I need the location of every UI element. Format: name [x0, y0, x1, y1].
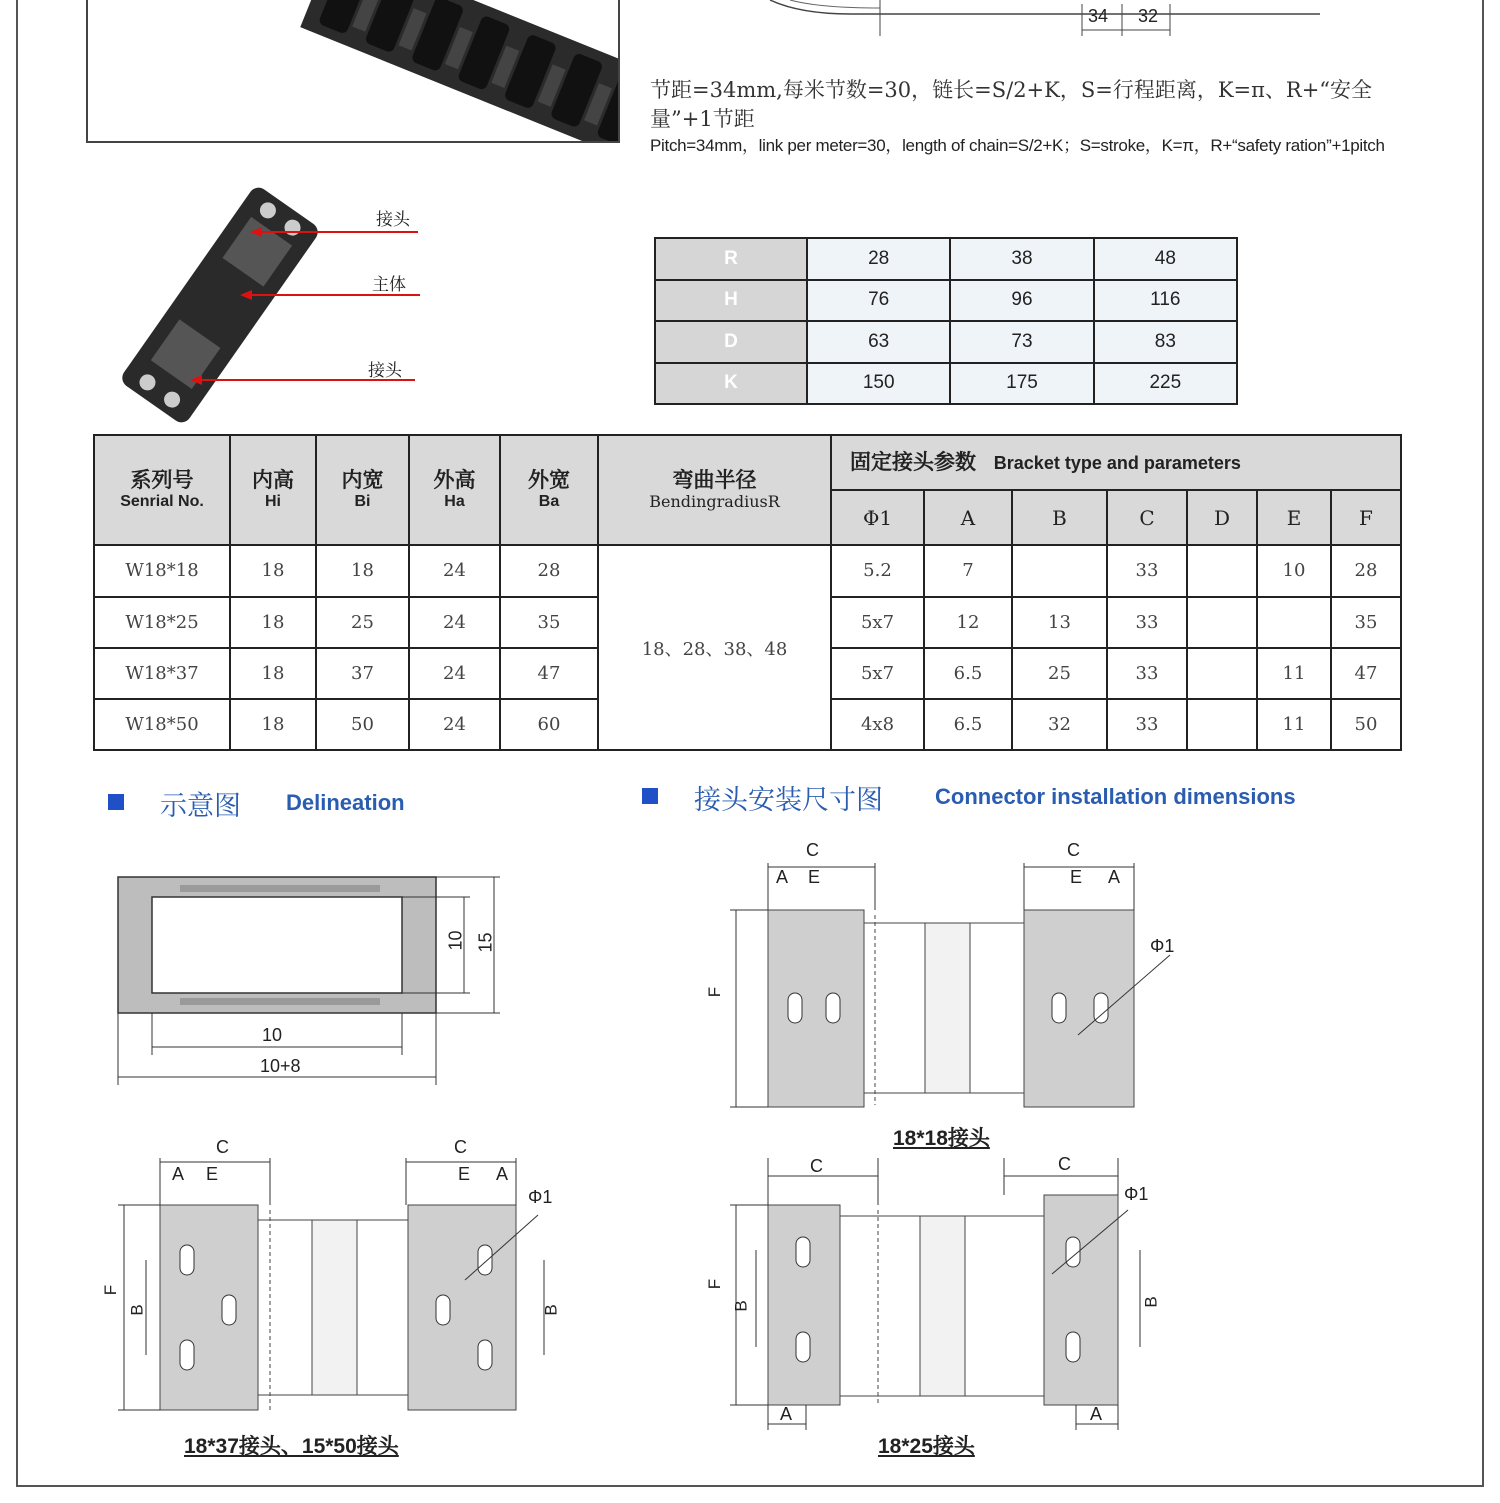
col-e: E — [1257, 490, 1331, 545]
connector-18x18-drawing — [700, 855, 1200, 1115]
dim-c-left: C — [806, 840, 819, 860]
cell-d — [1187, 648, 1257, 699]
cell-a: 12 — [924, 597, 1012, 648]
dim-a-right: A — [1108, 867, 1121, 887]
dim-inner-height: 10 — [445, 930, 466, 951]
cell-f: 47 — [1331, 648, 1401, 699]
cell-e: 10 — [1257, 545, 1331, 596]
cell-c: 33 — [1107, 648, 1187, 699]
dim-a-right: A — [496, 1164, 509, 1184]
dim-a-left: A — [780, 1404, 793, 1424]
table-cell: 83 — [1094, 321, 1237, 363]
table-cell: 225 — [1094, 363, 1237, 405]
cell-b — [1012, 545, 1107, 596]
dim-phi1: Φ1 — [1124, 1184, 1149, 1204]
cell-ba: 35 — [500, 597, 598, 648]
table-row — [655, 238, 1237, 280]
bend-dimension-drawing — [760, 0, 1320, 40]
dim-a-left: A — [172, 1164, 185, 1184]
col-b: B — [1012, 490, 1107, 545]
dim-32: 32 — [1138, 6, 1159, 26]
dim-e-left: E — [206, 1164, 219, 1184]
dim-a-right: A — [1090, 1404, 1103, 1424]
chain-photo-image — [88, 0, 618, 141]
section-delineation-en: Delineation — [286, 790, 405, 815]
dim-b-right: B — [1141, 1296, 1161, 1308]
part-label-top: 接头 — [376, 210, 410, 230]
cell-ba: 47 — [500, 648, 598, 699]
dim-c-right: C — [1058, 1154, 1071, 1174]
section-delineation-cn: 示意图 — [160, 791, 241, 822]
cell-a: 6.5 — [924, 648, 1012, 699]
cell-ba: 60 — [500, 699, 598, 750]
col-hi: 内高 Hi — [230, 435, 316, 545]
col-series: 系列号 Senrial No. — [94, 435, 230, 545]
cell-hi: 18 — [230, 699, 316, 750]
label-18x25: 18*25接头 — [878, 1435, 975, 1458]
cell-ha: 24 — [409, 597, 500, 648]
dim-b-left: B — [731, 1300, 751, 1312]
spec-table — [93, 434, 1402, 751]
chain-photo — [86, 0, 620, 143]
cell-bi: 18 — [316, 545, 409, 596]
label-18x18: 18*18接头 — [893, 1127, 990, 1150]
radius-table — [654, 237, 1238, 405]
label-18x37: 18*37接头、15*50接头 — [184, 1435, 399, 1458]
row-key: K — [655, 363, 807, 405]
cell-hi: 18 — [230, 648, 316, 699]
cell-ba: 28 — [500, 545, 598, 596]
col-ba: 外宽 Ba — [500, 435, 598, 545]
part-label-bottom: 接头 — [368, 361, 402, 381]
table-header-row — [94, 435, 1401, 490]
cell-bi: 37 — [316, 648, 409, 699]
row-key: D — [655, 321, 807, 363]
cell-phi1: 5x7 — [831, 648, 924, 699]
cell-series: W18*37 — [94, 648, 230, 699]
col-phi1: Φ1 — [831, 490, 924, 545]
col-radius: 弯曲半径 BendingradiusR — [598, 435, 831, 545]
cell-c: 33 — [1107, 545, 1187, 596]
dim-34: 34 — [1088, 6, 1109, 26]
col-bi: 内宽 Bi — [316, 435, 409, 545]
dim-inner-width: 10 — [262, 1025, 283, 1045]
cell-ha: 24 — [409, 545, 500, 596]
bullet-square-icon — [642, 788, 658, 804]
cell-e — [1257, 597, 1331, 648]
row-key: H — [655, 280, 807, 322]
col-d: D — [1187, 490, 1257, 545]
table-cell: 28 — [807, 238, 950, 280]
dim-e-right: E — [1070, 867, 1083, 887]
cell-hi: 18 — [230, 545, 316, 596]
cell-b: 13 — [1012, 597, 1107, 648]
connector-18x25-drawing — [700, 1150, 1170, 1430]
dim-outer-width: 10+8 — [260, 1056, 301, 1076]
dim-f: F — [705, 1278, 725, 1290]
section-connector-en: Connector installation dimensions — [935, 784, 1296, 809]
dim-c-right: C — [454, 1137, 467, 1157]
table-cell: 96 — [950, 280, 1093, 322]
delineation-drawing — [100, 865, 520, 1090]
cell-d — [1187, 699, 1257, 750]
section-connector-cn: 接头安装尺寸图 — [694, 785, 883, 816]
cell-bi: 25 — [316, 597, 409, 648]
cell-e: 11 — [1257, 699, 1331, 750]
cell-ha: 24 — [409, 648, 500, 699]
cell-radius: 18、28、38、48 — [598, 545, 831, 750]
cell-bi: 50 — [316, 699, 409, 750]
dim-c-right: C — [1067, 840, 1080, 860]
dim-f: F — [101, 1284, 121, 1296]
cell-a: 7 — [924, 545, 1012, 596]
dim-b-left: B — [127, 1304, 147, 1316]
cell-e: 11 — [1257, 648, 1331, 699]
cell-c: 33 — [1107, 699, 1187, 750]
dim-a-left: A — [776, 867, 789, 887]
col-ha: 外高 Ha — [409, 435, 500, 545]
part-label-middle: 主体 — [372, 275, 406, 295]
cell-d — [1187, 545, 1257, 596]
cell-a: 6.5 — [924, 699, 1012, 750]
table-cell: 76 — [807, 280, 950, 322]
col-a: A — [924, 490, 1012, 545]
cell-series: W18*18 — [94, 545, 230, 596]
table-row — [655, 363, 1237, 405]
cell-phi1: 5x7 — [831, 597, 924, 648]
cell-f: 28 — [1331, 545, 1401, 596]
dim-c-left: C — [216, 1137, 229, 1157]
cell-f: 50 — [1331, 699, 1401, 750]
dim-b-right: B — [541, 1304, 561, 1316]
cell-b: 25 — [1012, 648, 1107, 699]
dim-f: F — [705, 986, 725, 998]
table-cell: 116 — [1094, 280, 1237, 322]
bullet-square-icon — [108, 794, 124, 810]
cell-series: W18*25 — [94, 597, 230, 648]
table-row — [655, 321, 1237, 363]
col-c: C — [1107, 490, 1187, 545]
col-bracket: 固定接头参数 Bracket type and parameters — [831, 435, 1401, 490]
table-cell: 38 — [950, 238, 1093, 280]
cell-phi1: 4x8 — [831, 699, 924, 750]
table-cell: 63 — [807, 321, 950, 363]
cell-d — [1187, 597, 1257, 648]
table-cell: 150 — [807, 363, 950, 405]
col-f: F — [1331, 490, 1401, 545]
table-cell: 73 — [950, 321, 1093, 363]
dim-e-right: E — [458, 1164, 471, 1184]
table-cell: 175 — [950, 363, 1093, 405]
row-key: R — [655, 238, 807, 280]
cell-series: W18*50 — [94, 699, 230, 750]
connector-18x37-drawing — [100, 1150, 570, 1420]
dim-c-left: C — [810, 1156, 823, 1176]
cell-f: 35 — [1331, 597, 1401, 648]
pitch-note-cn: 节距=34mm,每米节数=30，链长=S/2+K，S=行程距离，K=π、R+“安全量”+1节距 — [650, 78, 1373, 131]
table-cell: 48 — [1094, 238, 1237, 280]
dim-e-left: E — [808, 867, 821, 887]
cell-hi: 18 — [230, 597, 316, 648]
cell-c: 33 — [1107, 597, 1187, 648]
dim-phi1: Φ1 — [528, 1187, 553, 1207]
cell-phi1: 5.2 — [831, 545, 924, 596]
pitch-note-en: Pitch=34mm，link per meter=30，length of chain=S/2+K；S=stroke，K=π，R+“safety ration”+1pitch — [650, 136, 1385, 155]
cell-b: 32 — [1012, 699, 1107, 750]
table-row — [655, 280, 1237, 322]
dim-phi1: Φ1 — [1150, 936, 1175, 956]
table-row — [94, 545, 1401, 596]
cell-ha: 24 — [409, 699, 500, 750]
dim-outer-height: 15 — [475, 932, 496, 953]
